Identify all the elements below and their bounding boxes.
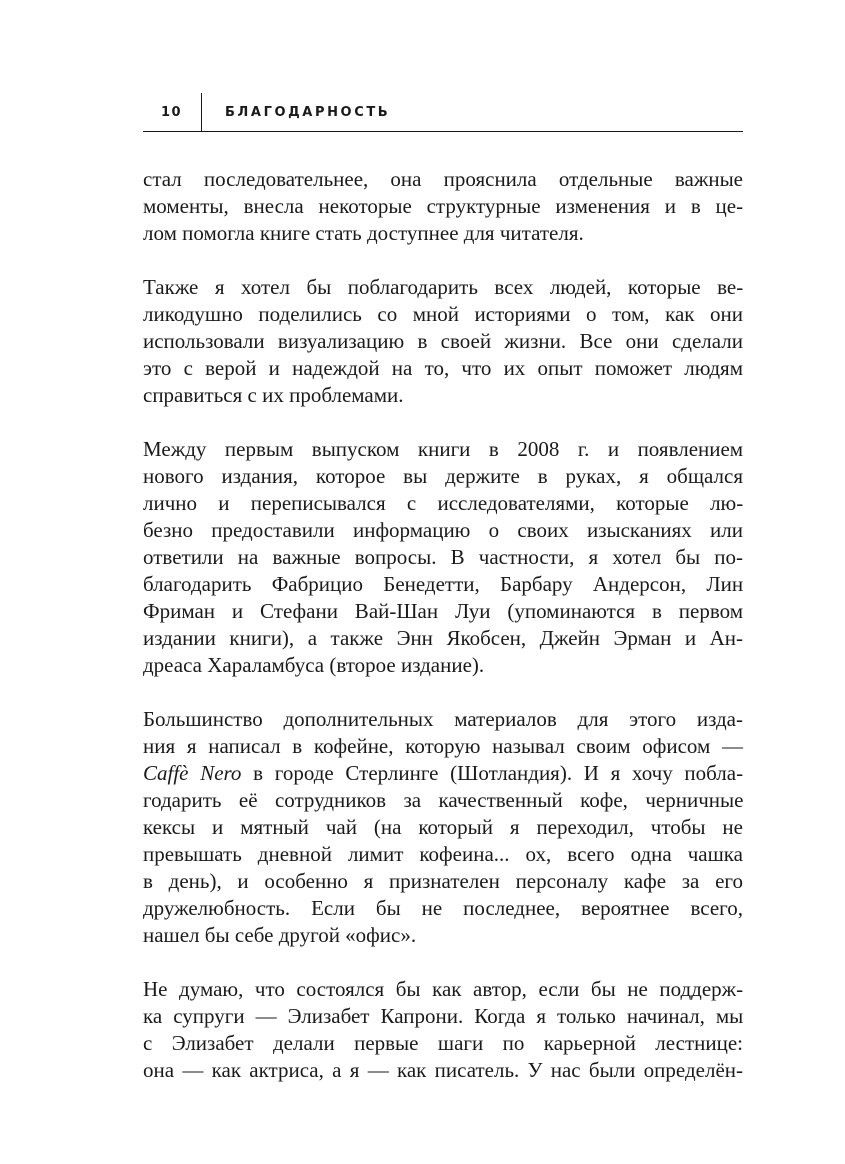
running-header xyxy=(143,93,743,132)
cafe-name-italic: Caffè Nero xyxy=(143,761,242,785)
text-line: Также я хотел бы поблагодарить всех людей, которые ве- xyxy=(143,275,744,299)
text-line: ния я написал в кофейне, которую называл своим офисом — xyxy=(143,734,743,758)
text-line: использовали визуализацию в своей жизни. Все они сделали xyxy=(143,329,743,353)
text-line: лично и переписывался с исследователями, которые лю- xyxy=(143,491,744,515)
text-line: Фриман и Стефани Вай-Шан Луи (упоминаются в первом xyxy=(143,599,743,623)
paragraph-3 xyxy=(143,436,743,679)
text-line: ка супруги — Элизабет Капрони. Когда я только начинал, мы xyxy=(143,1004,744,1028)
paragraph-5 xyxy=(143,976,743,1084)
text-line: с Элизабет делали первые шаги по карьерной лестнице: xyxy=(143,1031,743,1055)
text-line: Большинство дополнительных материалов для этого изда- xyxy=(143,707,743,731)
paragraph-1 xyxy=(143,166,743,247)
text-line: ответили на важные вопросы. В частности, я хотел бы по- xyxy=(143,545,744,569)
text-line: дреаса Хараламбуса (второе издание). xyxy=(143,653,485,677)
body-text xyxy=(143,166,743,1111)
text-line: это с верой и надеждой на то, что их опыт поможет людям xyxy=(143,356,743,380)
text-line: Между первым выпуском книги в 2008 г. и появлением xyxy=(143,437,744,461)
paragraph-4 xyxy=(143,706,743,949)
text-line: кексы и мятный чай (на который я переходил, чтобы не xyxy=(143,815,743,839)
text-line: издании книги), а также Энн Якобсен, Джейн Эрман и Ан- xyxy=(143,626,743,650)
text-line: она — как актриса, а я — как писатель. У нас были определён- xyxy=(143,1058,743,1082)
text-line: ликодушно поделились со мной историями о том, как они xyxy=(143,302,743,326)
text-line: годарить её сотрудников за качественный кофе, черничные xyxy=(143,788,744,812)
text-line: в день), и особенно я признателен персоналу кафе за его xyxy=(143,869,743,893)
text-line: лом помогла книге стать доступнее для читателя. xyxy=(143,221,584,245)
paragraph-2 xyxy=(143,274,743,409)
page-number: 10 xyxy=(161,105,183,120)
text-line: дружелюбность. Если бы не последнее, вероятнее всего, xyxy=(143,896,743,920)
text-line: безно предоставили информацию о своих изысканиях или xyxy=(143,518,743,542)
text-line: благодарить Фабрицио Бенедетти, Барбару Андерсон, Лин xyxy=(143,572,744,596)
text-line-rest: в городе Стерлинге (Шотландия). И я хочу побла- xyxy=(241,761,744,785)
text-line: справиться с их проблемами. xyxy=(143,383,404,407)
text-line: Не думаю, что состоялся бы как автор, если бы не поддерж- xyxy=(143,977,744,1001)
running-title: БЛАГОДАРНОСТЬ xyxy=(225,105,391,120)
text-line: нашел бы себе другой «офис». xyxy=(143,923,417,947)
text-line xyxy=(143,760,743,787)
text-line: моменты, внесла некоторые структурные изменения и в це- xyxy=(143,194,744,218)
text-line: превышать дневной лимит кофеина... ох, всего одна чашка xyxy=(143,842,743,866)
text-line: нового издания, которое вы держите в руках, я общался xyxy=(143,464,743,488)
text-line: стал последовательнее, она прояснила отдельные важные xyxy=(143,167,743,191)
header-divider xyxy=(201,93,202,131)
